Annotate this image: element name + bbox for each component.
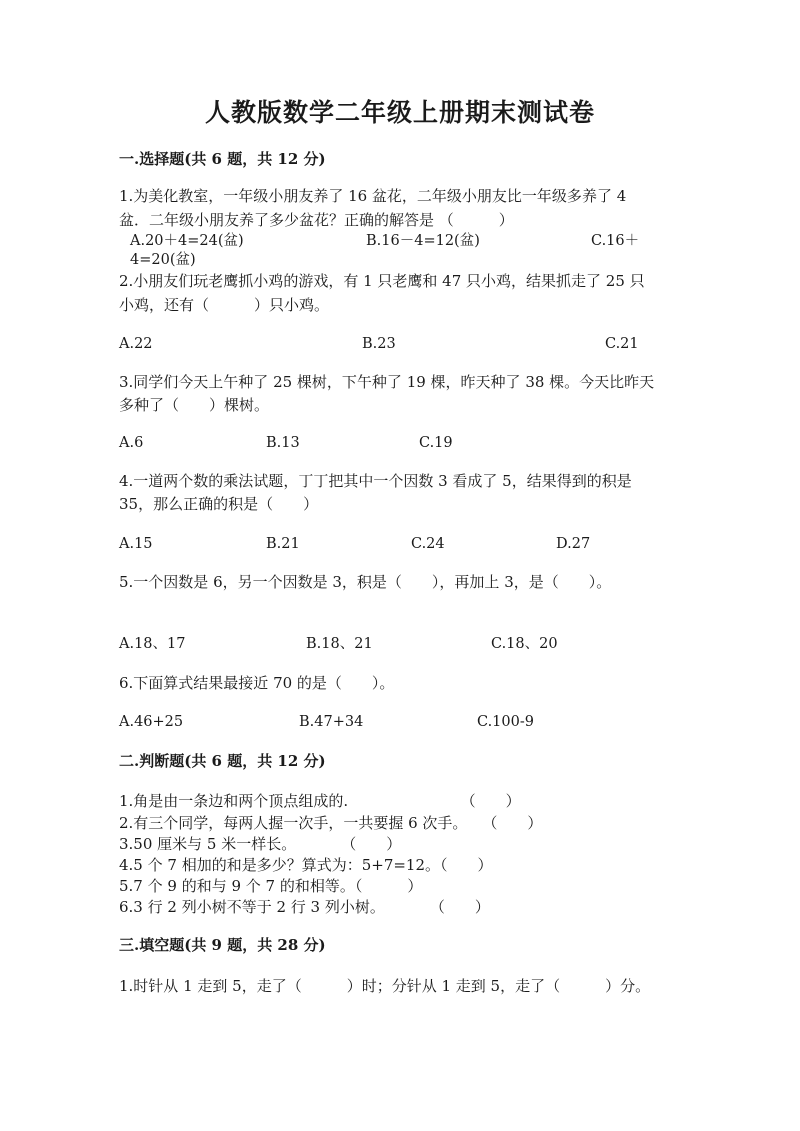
q2-line-1: 2.小朋友们玩老鹰抓小鸡的游戏，有 1 只老鹰和 47 只小鸡，结果抓走了 25 只: [119, 272, 645, 290]
q4-option-d: D.27: [556, 536, 591, 552]
q3-option-b: B.13: [266, 435, 300, 451]
q1-option-c: C.16＋: [591, 233, 640, 249]
q1-line-2: 盆．二年级小朋友养了多少盆花？正确的解答是 （ ）: [119, 211, 514, 229]
judge-item-6: 6.3 行 2 列小树不等于 2 行 3 列小树。 （ ）: [119, 898, 490, 916]
q4-line-2: 35，那么正确的积是（ ）: [119, 495, 319, 513]
q3-option-c: C.19: [419, 435, 453, 451]
q3-line-2: 多种了（ ）棵树。: [119, 396, 270, 414]
q1-option-b: B.16－4=12(盆): [366, 233, 480, 249]
q1-option-a: A.20＋4=24(盆): [130, 233, 244, 249]
q1-option-c-continued: 4=20(盆): [130, 252, 196, 268]
judge-item-2: 2.有三个同学，每两人握一次手，一共要握 6 次手。 （ ）: [119, 814, 543, 832]
fill-item-1: 1.时针从 1 走到 5，走了（ ）时；分针从 1 走到 5，走了（ ）分。: [119, 977, 651, 995]
q3-option-a: A.6: [119, 435, 144, 451]
section-1-heading: 一.选择题(共 6 题，共 12 分): [119, 150, 326, 168]
q2-option-a: A.22: [119, 336, 153, 352]
q5-line-1: 5.一个因数是 6，另一个因数是 3，积是（ ），再加上 3，是（ ）。: [119, 573, 612, 591]
judge-item-1: 1.角是由一条边和两个顶点组成的. （ ）: [119, 792, 521, 810]
q4-option-c: C.24: [411, 536, 445, 552]
q2-option-b: B.23: [362, 336, 396, 352]
q6-option-b: B.47+34: [299, 714, 364, 730]
q4-line-1: 4.一道两个数的乘法试题，丁丁把其中一个因数 3 看成了 5，结果得到的积是: [119, 472, 632, 490]
q1-line-1: 1.为美化教室，一年级小朋友养了 16 盆花，二年级小朋友比一年级多养了 4: [119, 187, 627, 205]
exam-title: 人教版数学二年级上册期末测试卷: [204, 98, 595, 127]
q5-option-b: B.18、21: [306, 636, 373, 652]
q2-option-c: C.21: [605, 336, 639, 352]
q4-option-b: B.21: [266, 536, 300, 552]
q6-option-a: A.46+25: [119, 714, 184, 730]
section-2-heading: 二.判断题(共 6 题，共 12 分): [119, 752, 326, 770]
section-3-heading: 三.填空题(共 9 题，共 28 分): [119, 936, 326, 954]
judge-item-4: 4.5 个 7 相加的和是多少？算式为：5+7=12。（ ）: [119, 856, 493, 874]
q3-line-1: 3.同学们今天上午种了 25 棵树，下午种了 19 棵，昨天种了 38 棵。今天比昨天: [119, 373, 655, 391]
q5-option-a: A.18、17: [119, 636, 186, 652]
q6-line-1: 6.下面算式结果最接近 70 的是（ ）。: [119, 674, 395, 692]
judge-item-3: 3.50 厘米与 5 米一样长。 （ ）: [119, 835, 402, 853]
q2-line-2: 小鸡，还有（ ）只小鸡。: [119, 296, 330, 314]
judge-item-5: 5.7 个 9 的和与 9 个 7 的和相等。（ ）: [119, 877, 423, 895]
q4-option-a: A.15: [119, 536, 153, 552]
q5-option-c: C.18、20: [491, 636, 558, 652]
q6-option-c: C.100-9: [477, 714, 534, 730]
